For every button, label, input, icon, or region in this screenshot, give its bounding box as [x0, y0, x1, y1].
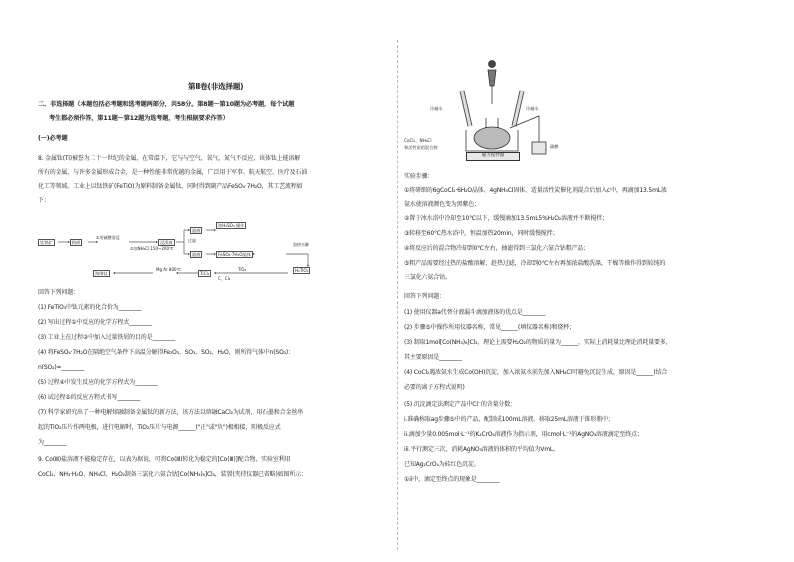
label-mixture-2: 和活性炭的混合物	[404, 145, 438, 150]
flow-ore: 钛铁矿	[40, 240, 53, 245]
label-trap: 碳酸	[550, 144, 559, 149]
q9-question-5: (5) 沉淀滴定法测定产品中Cl⁻的含量分数：	[404, 401, 516, 408]
q9-question-1: (1) 使用仪器a代替分液漏斗滴加液体的优点是________	[404, 309, 546, 316]
q9-question-5-ii: ii.滴加少量0.005mol·L⁻¹的K₂CrO₄溶液作为指示剂，用cmol·L⁻¹的AgNO₃溶液滴定至终点；	[404, 431, 643, 438]
q8-answer-label: 回答下列问题：	[38, 289, 79, 296]
q8-question-2: (2) 写出过程①中反应的化学方程式________	[38, 319, 152, 326]
q9-question-3b: 其主要原因是________	[404, 354, 462, 361]
flow-tio2: TiO₂	[238, 267, 247, 272]
section-title: 第Ⅱ卷(非选择题)	[188, 82, 244, 91]
flow-step-crush: 粉碎	[72, 240, 81, 245]
q9-question-2: (2) 步骤⑤中操作所用仪器名称，常见______(填仪器名称)和烧杯；	[404, 324, 576, 331]
q9-question-5-note: 已知Ag₂CrO₄为砖红色沉淀。	[404, 461, 480, 468]
q8-question-7b: 起的TiO₂压片作两电极，进行电解时，TiO₂压片与电源______("正"或"负")极相接，阳极反应式	[38, 424, 281, 431]
q9-steps-heading: 实验步骤：	[404, 173, 434, 180]
flow-ticl4: TiCl₄	[200, 271, 210, 276]
q9-step-2: ②置于冰水浴中冷却至10℃以下，缓慢滴加13.5mL5%H₂O₂溶液并不断搅拌；	[404, 215, 608, 222]
q9-step-3: ③转移至60℃热水浴中，恒温加热20min，同时缓慢搅拌；	[404, 230, 559, 237]
column-divider	[397, 40, 398, 550]
flow-feso4-crystal: FeSO₄·7H₂O晶体	[218, 252, 251, 257]
flow-h2tio3: H₂TiO₃	[295, 268, 309, 273]
q9-step-1: ①将研细的6gCoCl₂·6H₂O晶体、4gNH₄Cl固体、适量活性炭催化剂混合后加入c中，再滴加13.5mL浓	[404, 187, 667, 194]
q9-question-5-i: i.准确称取ag步骤⑤中的产品，配制成100mL溶液，移取25mL溶液于锥形瓶中；	[404, 416, 614, 423]
label-cond-water-left: 冷凝水	[430, 106, 443, 111]
label-mixture: CoCl₂、NH₄Cl	[404, 138, 432, 143]
q8-question-1: (1) FeTiO₃中钛元素的化合价为________	[38, 304, 142, 311]
q9-answer-label: 回答下列问题：	[404, 293, 445, 300]
instructions-line-2: 考生都必须作答，第11题～第12题为选考题，考生根据要求作答）	[49, 115, 229, 122]
q9-question-4b: 必要的离子方程式说明)	[404, 384, 465, 391]
flow-step-mg-reduction: Mg Ar 800℃	[156, 267, 182, 272]
flow-filtrate-2: 滤液	[192, 252, 201, 257]
flow-step-leach: ①用硫酸溶浸	[96, 235, 120, 240]
q8-intro-1: 8. 金属钛(Ti)被誉为二十一世纪的金属，在常温下，它与与空气、氧气、氮气不反应，该体钛上能溶解	[38, 155, 301, 162]
flow-sulfate-op: 浓H₂SO₄ 操作	[218, 223, 245, 228]
q9-intro-1: 9. Co(Ⅲ)盐溶液不能稳定存在，以表为据说，可将Co(Ⅲ)转化为稳定的[Co(Ⅲ)]配合物，实验室利用	[38, 456, 291, 463]
q9-question-5-iii: iii.平行测定三次，消耗AgNO₃溶液的体积的平均值为VmL。	[404, 446, 559, 453]
q8-intro-3: 化工等领域。工业上以钛铁矿(FeTiO)为原料制备金属钛，同时得到副产品FeSO₄·7H₂O，其工艺流程如	[38, 183, 303, 190]
q9-apparatus-diagram	[404, 56, 574, 171]
flow-leach-liquid: 浸渍液	[160, 240, 173, 245]
magnetic-stirrer: 磁力搅拌器	[466, 152, 520, 161]
flow-step-filter: 过滤	[188, 238, 196, 243]
q8-question-6: (6) 试过程⑤的反应方程式书写________	[38, 394, 141, 401]
q9-question-4: (4) CoCl₂遇浓氨水生成Co(OH)沉淀，加入浓氨水前先加入NH₄Cl可避免沉淀生成，原因是______(结合	[404, 369, 668, 376]
q9-intro-2: CoCl₂、NH₃·H₂O、NH₄Cl、H₂O₂制备三氯化六氨合钴[Co(NH₃)₆]Cl₃，装置(夹持仪器已省略)如图所示：	[38, 471, 307, 478]
q8-question-3: (3) 工业上在过程②中加入过量铁屑的目的是________	[38, 334, 176, 341]
q8-process-flowchart	[38, 220, 338, 280]
q9-step-5b: 三氯化六氨合钴。	[404, 274, 451, 281]
q8-intro-4: 下：	[38, 197, 50, 204]
q8-question-7: (7) 科学家研究出了一种电解熔融制备金属钛的新方法，该方法以熔融CaCl₂为试剂，用石墨和合金丝串	[38, 409, 304, 416]
q9-question-3: (3) 制取1mol[Co(NH₃)₆]Cl₃，理论上需要H₂O₂的物质的量为______，实际上消耗量比理论消耗量要多，	[404, 339, 672, 346]
q9-question-5-sub1: ①ii中，滴定至终点的现象是________	[404, 476, 500, 483]
q8-question-4b: n(SO₂)=________	[38, 364, 85, 371]
instructions-line-1: 二、非选择题（本题包括必考题和选考题两部分，共58分。第8题～第10题为必考题，每个试题	[38, 101, 295, 108]
flow-step-nh4cl: ②加NH₄Cl 150~200℃	[130, 246, 174, 251]
q8-question-5: (5) 过程④中发生反应的化学方程式为________	[38, 379, 158, 386]
required-heading: (一)必考题	[38, 135, 68, 142]
q9-step-5: ⑤粗产品需要经过热的盐酸溶解、趁热过滤，冷却到0℃左右再加浓盐酸洗涤，干燥等操作得到较纯的	[404, 260, 666, 267]
flow-step-hydrolysis: 加热水解	[293, 242, 309, 247]
q8-question-7c: 为________	[38, 439, 67, 446]
flow-step-chlorination: C、Cl₂	[218, 276, 231, 281]
q8-intro-2: 所有的金属，与许多金属形成合金，是一种性能非常优越的金属，广泛用于军事、航天航空、医疗及石油	[38, 169, 308, 176]
q9-step-1b: 氨水使溶液颜色变为黑紫色；	[404, 201, 481, 208]
q9-step-4: ④将反应后的混合物冷却到0℃左右，抽滤得到三氯化六氨合钴粗产品；	[404, 245, 590, 252]
flow-filtrate-1: 滤液	[192, 228, 201, 233]
label-cond-water-right: 冷凝水	[526, 106, 539, 111]
q8-question-4: (4) 将FeSO₄·7H₂O在隔绝空气条件下高温分解得Fe₂O₃、SO₃、SO₂、H₂O，则所得气体中n(SO₃)：	[38, 349, 294, 356]
flow-sponge-ti: 海绵钛	[95, 271, 108, 276]
